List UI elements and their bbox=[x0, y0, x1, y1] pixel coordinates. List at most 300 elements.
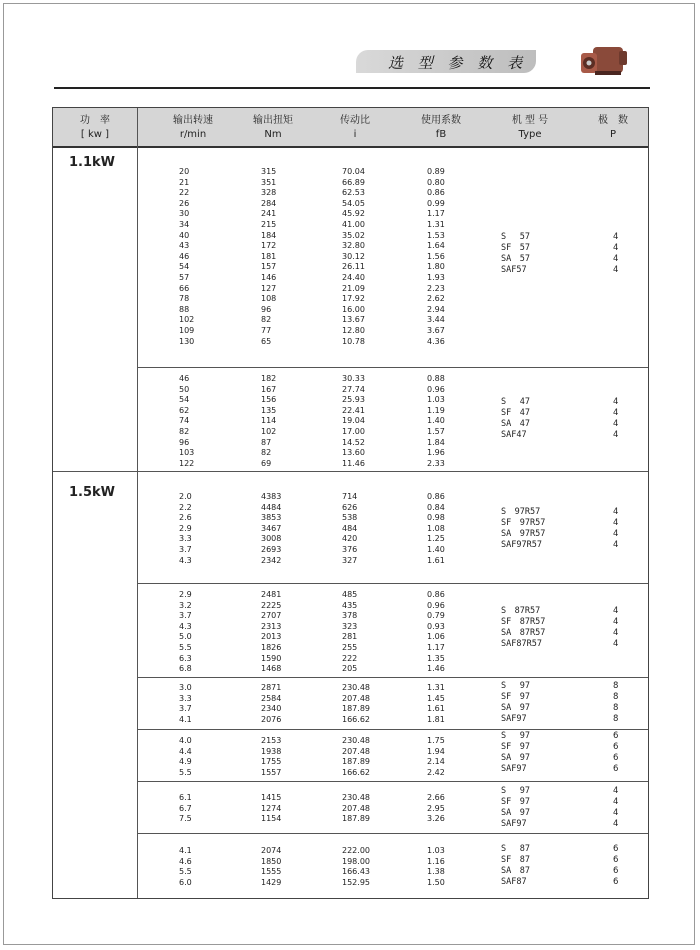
ratio-cell: 255 bbox=[342, 643, 358, 652]
table-row bbox=[53, 208, 648, 219]
output-torque-cell: 1468 bbox=[261, 664, 282, 674]
service-factor-cell: 1.64 bbox=[427, 241, 445, 251]
output-torque-cell: 167 bbox=[261, 384, 277, 394]
ratio-cell: 166.62 bbox=[342, 767, 370, 777]
service-factor-cell: 2.14 bbox=[427, 757, 445, 767]
ratio-cell: 45.92 bbox=[342, 209, 365, 219]
service-factor-cell: 1.35 bbox=[427, 653, 445, 663]
table-row bbox=[53, 512, 648, 523]
table-row bbox=[53, 261, 648, 272]
output-speed-cell: 20 bbox=[179, 167, 190, 176]
table-row bbox=[53, 589, 648, 600]
output-torque-cell: 2871 bbox=[261, 683, 282, 692]
table-row bbox=[53, 610, 648, 621]
pole-count: 4 bbox=[613, 265, 619, 275]
ratio-cell: 26.11 bbox=[342, 262, 365, 272]
ratio-cell: 35.02 bbox=[342, 230, 365, 240]
service-factor-cell: 0.88 bbox=[427, 374, 445, 383]
ratio-cell: 222 bbox=[342, 653, 358, 663]
header-factor-label: 使用系数 bbox=[421, 115, 461, 126]
service-factor-cell: 1.75 bbox=[427, 736, 445, 745]
output-torque-cell: 2342 bbox=[261, 555, 282, 565]
ratio-cell: 435 bbox=[342, 600, 358, 610]
ratio-cell: 17.00 bbox=[342, 427, 365, 436]
output-torque-cell: 2340 bbox=[261, 704, 282, 714]
output-torque-cell: 82 bbox=[261, 448, 272, 458]
output-torque-cell: 157 bbox=[261, 262, 277, 272]
service-factor-cell: 1.45 bbox=[427, 693, 445, 703]
power-rating: 1.5kW bbox=[69, 485, 116, 500]
output-speed-cell: 2.9 bbox=[179, 523, 192, 533]
table-row bbox=[53, 373, 648, 384]
output-torque-cell: 4383 bbox=[261, 492, 282, 501]
header-speed-unit: r/min bbox=[179, 129, 207, 140]
table-row bbox=[53, 544, 648, 555]
model-type: SAF97 bbox=[501, 819, 527, 829]
output-speed-cell: 130 bbox=[179, 336, 195, 346]
output-torque-cell: 181 bbox=[261, 251, 277, 261]
table-row bbox=[53, 336, 648, 347]
output-torque-cell: 2584 bbox=[261, 693, 282, 703]
ratio-cell: 714 bbox=[342, 492, 358, 501]
output-speed-cell: 6.7 bbox=[179, 803, 192, 813]
ratio-cell: 19.04 bbox=[342, 416, 365, 426]
output-speed-cell: 4.3 bbox=[179, 621, 192, 631]
ratio-cell: 626 bbox=[342, 502, 358, 512]
output-speed-cell: 26 bbox=[179, 198, 190, 208]
table-row bbox=[53, 621, 648, 632]
pole-count: 6 bbox=[613, 753, 619, 763]
service-factor-cell: 3.67 bbox=[427, 326, 445, 335]
output-torque-cell: 2693 bbox=[261, 545, 282, 554]
output-speed-cell: 6.1 bbox=[179, 793, 192, 802]
output-speed-cell: 4.1 bbox=[179, 714, 192, 724]
pole-count: 4 bbox=[613, 529, 619, 539]
output-torque-cell: 2013 bbox=[261, 632, 282, 642]
service-factor-cell: 1.17 bbox=[427, 209, 445, 219]
service-factor-cell: 3.26 bbox=[427, 814, 445, 824]
output-speed-cell: 66 bbox=[179, 283, 190, 293]
service-factor-cell: 2.23 bbox=[427, 283, 445, 293]
model-type: SA 97 bbox=[501, 808, 530, 818]
pole-count: 6 bbox=[613, 731, 619, 741]
ratio-cell: 420 bbox=[342, 534, 358, 544]
output-speed-cell: 30 bbox=[179, 209, 190, 219]
header-ratio-label: 传动比 bbox=[340, 115, 370, 126]
table-row bbox=[53, 304, 648, 315]
service-factor-cell: 0.96 bbox=[427, 600, 445, 610]
header-type bbox=[485, 114, 575, 142]
service-factor-cell: 0.86 bbox=[427, 492, 445, 501]
ratio-cell: 25.93 bbox=[342, 395, 365, 405]
header-service-factor bbox=[401, 114, 481, 142]
output-torque-cell: 1590 bbox=[261, 653, 282, 663]
output-torque-cell: 1938 bbox=[261, 746, 282, 756]
pole-count: 4 bbox=[613, 430, 619, 440]
ratio-cell: 327 bbox=[342, 555, 358, 565]
table-header bbox=[53, 108, 648, 148]
output-speed-cell: 102 bbox=[179, 315, 195, 325]
output-speed-cell: 4.3 bbox=[179, 555, 192, 565]
model-type: SAF97 bbox=[501, 714, 527, 724]
output-speed-cell: 54 bbox=[179, 262, 190, 272]
ratio-cell: 187.89 bbox=[342, 704, 370, 714]
pole-count: 4 bbox=[613, 639, 619, 649]
table-row bbox=[53, 555, 648, 566]
output-speed-cell: 50 bbox=[179, 384, 190, 394]
output-torque-cell: 96 bbox=[261, 304, 272, 314]
output-torque-cell: 1429 bbox=[261, 877, 282, 887]
ratio-cell: 484 bbox=[342, 523, 358, 533]
output-speed-cell: 88 bbox=[179, 304, 190, 314]
service-factor-cell: 4.36 bbox=[427, 336, 445, 346]
service-factor-cell: 0.84 bbox=[427, 502, 445, 512]
output-speed-cell: 3.3 bbox=[179, 693, 192, 703]
output-speed-cell: 21 bbox=[179, 177, 190, 187]
ratio-cell: 54.05 bbox=[342, 198, 365, 208]
table-row bbox=[53, 866, 648, 877]
service-factor-cell: 2.66 bbox=[427, 793, 445, 802]
ratio-cell: 230.48 bbox=[342, 736, 370, 745]
pole-count: 4 bbox=[613, 819, 619, 829]
output-torque-cell: 3008 bbox=[261, 534, 282, 544]
service-factor-cell: 1.38 bbox=[427, 867, 445, 877]
output-speed-cell: 3.7 bbox=[179, 704, 192, 714]
pole-count: 4 bbox=[613, 254, 619, 264]
service-factor-cell: 1.56 bbox=[427, 251, 445, 261]
service-factor-cell: 1.57 bbox=[427, 427, 445, 436]
model-type: SF 57 bbox=[501, 243, 530, 253]
service-factor-cell: 1.94 bbox=[427, 746, 445, 756]
service-factor-cell: 2.33 bbox=[427, 458, 445, 468]
model-type: SF 87R57 bbox=[501, 617, 546, 627]
output-speed-cell: 4.4 bbox=[179, 746, 192, 756]
table-row bbox=[53, 314, 648, 325]
table-row bbox=[53, 426, 648, 437]
header-speed bbox=[153, 114, 233, 142]
model-type: SF 47 bbox=[501, 408, 530, 418]
output-speed-cell: 5.5 bbox=[179, 643, 192, 652]
output-speed-cell: 43 bbox=[179, 241, 190, 251]
pole-count: 4 bbox=[613, 540, 619, 550]
header-type-unit: Type bbox=[518, 129, 542, 140]
ratio-cell: 14.52 bbox=[342, 437, 365, 447]
model-type: SA 97R57 bbox=[501, 529, 546, 539]
ratio-cell: 222.00 bbox=[342, 846, 370, 855]
table-row bbox=[53, 803, 648, 814]
table-row bbox=[53, 877, 648, 888]
output-speed-cell: 57 bbox=[179, 273, 190, 282]
service-factor-cell: 0.93 bbox=[427, 621, 445, 631]
service-factor-cell: 1.80 bbox=[427, 262, 445, 272]
output-torque-cell: 182 bbox=[261, 374, 277, 383]
group-divider bbox=[137, 833, 648, 834]
model-type: SA 57 bbox=[501, 254, 530, 264]
output-speed-cell: 46 bbox=[179, 251, 190, 261]
table-row bbox=[53, 631, 648, 642]
table-row bbox=[53, 523, 648, 534]
table-row bbox=[53, 653, 648, 664]
ratio-cell: 230.48 bbox=[342, 793, 370, 802]
power-rating: 1.1kW bbox=[69, 155, 116, 170]
output-speed-cell: 122 bbox=[179, 458, 195, 468]
model-type: SA 87 bbox=[501, 866, 530, 876]
ratio-cell: 70.04 bbox=[342, 167, 365, 176]
table-row bbox=[53, 845, 648, 856]
table-row bbox=[53, 293, 648, 304]
table-row bbox=[53, 437, 648, 448]
model-type: SF 87 bbox=[501, 855, 530, 865]
service-factor-cell: 1.61 bbox=[427, 555, 445, 565]
table-row bbox=[53, 533, 648, 544]
table-row bbox=[53, 792, 648, 803]
service-factor-cell: 1.25 bbox=[427, 534, 445, 544]
ratio-cell: 13.60 bbox=[342, 448, 365, 458]
output-speed-cell: 3.0 bbox=[179, 683, 192, 692]
table-row bbox=[53, 682, 648, 693]
service-factor-cell: 1.84 bbox=[427, 437, 445, 447]
pole-count: 4 bbox=[613, 507, 619, 517]
output-torque-cell: 2481 bbox=[261, 590, 282, 599]
output-torque-cell: 108 bbox=[261, 294, 277, 304]
service-factor-cell: 1.93 bbox=[427, 273, 445, 282]
ratio-cell: 10.78 bbox=[342, 336, 365, 346]
output-torque-cell: 1826 bbox=[261, 643, 282, 652]
table-row bbox=[53, 177, 648, 188]
output-speed-cell: 5.0 bbox=[179, 632, 192, 642]
service-factor-cell: 1.08 bbox=[427, 523, 445, 533]
header-power-label: 功 率 bbox=[80, 115, 110, 126]
output-torque-cell: 3467 bbox=[261, 523, 282, 533]
ratio-cell: 187.89 bbox=[342, 814, 370, 824]
ratio-cell: 11.46 bbox=[342, 458, 365, 468]
service-factor-cell: 1.81 bbox=[427, 714, 445, 724]
pole-count: 4 bbox=[613, 797, 619, 807]
group-divider bbox=[137, 729, 648, 730]
service-factor-cell: 1.53 bbox=[427, 230, 445, 240]
output-torque-cell: 114 bbox=[261, 416, 277, 426]
service-factor-cell: 1.17 bbox=[427, 643, 445, 652]
output-speed-cell: 4.0 bbox=[179, 736, 192, 745]
table-row bbox=[53, 394, 648, 405]
model-type: SA 47 bbox=[501, 419, 530, 429]
service-factor-cell: 1.96 bbox=[427, 448, 445, 458]
table-row bbox=[53, 767, 648, 778]
table-row bbox=[53, 283, 648, 294]
model-type: S 57 bbox=[501, 232, 530, 242]
output-torque-cell: 3853 bbox=[261, 513, 282, 523]
output-speed-cell: 2.2 bbox=[179, 502, 192, 512]
page-title: 选 型 参 数 表 bbox=[388, 54, 528, 72]
output-speed-cell: 3.2 bbox=[179, 600, 192, 610]
output-speed-cell: 54 bbox=[179, 395, 190, 405]
model-type: SA 97 bbox=[501, 703, 530, 713]
output-speed-cell: 62 bbox=[179, 405, 190, 415]
ratio-cell: 207.48 bbox=[342, 746, 370, 756]
model-type: SAF57 bbox=[501, 265, 527, 275]
output-speed-cell: 78 bbox=[179, 294, 190, 304]
output-torque-cell: 184 bbox=[261, 230, 277, 240]
output-speed-cell: 74 bbox=[179, 416, 190, 426]
output-speed-cell: 82 bbox=[179, 427, 190, 436]
table-row bbox=[53, 405, 648, 416]
table-row bbox=[53, 198, 648, 209]
header-poles bbox=[583, 114, 643, 142]
table-row bbox=[53, 663, 648, 674]
service-factor-cell: 1.16 bbox=[427, 856, 445, 866]
table-row bbox=[53, 447, 648, 458]
group-divider bbox=[137, 367, 648, 368]
service-factor-cell: 1.40 bbox=[427, 416, 445, 426]
output-speed-cell: 3.7 bbox=[179, 545, 192, 554]
output-speed-cell: 46 bbox=[179, 374, 190, 383]
service-factor-cell: 2.62 bbox=[427, 294, 445, 304]
pole-count: 6 bbox=[613, 844, 619, 854]
pole-count: 4 bbox=[613, 243, 619, 253]
output-torque-cell: 1755 bbox=[261, 757, 282, 767]
table-row bbox=[53, 693, 648, 704]
output-torque-cell: 315 bbox=[261, 167, 277, 176]
ratio-cell: 66.89 bbox=[342, 177, 365, 187]
ratio-cell: 485 bbox=[342, 590, 358, 599]
pole-count: 6 bbox=[613, 877, 619, 887]
model-type: SA 87R57 bbox=[501, 628, 546, 638]
ratio-cell: 207.48 bbox=[342, 803, 370, 813]
header-power-unit: [ kw ] bbox=[80, 129, 110, 140]
output-torque-cell: 284 bbox=[261, 198, 277, 208]
model-type: S 87R57 bbox=[501, 606, 541, 616]
pole-count: 8 bbox=[613, 714, 619, 724]
service-factor-cell: 2.42 bbox=[427, 767, 445, 777]
output-torque-cell: 1557 bbox=[261, 767, 282, 777]
output-speed-cell: 5.5 bbox=[179, 767, 192, 777]
table-row bbox=[53, 502, 648, 513]
pole-count: 4 bbox=[613, 617, 619, 627]
pole-count: 4 bbox=[613, 786, 619, 796]
output-torque-cell: 69 bbox=[261, 458, 272, 468]
ratio-cell: 13.67 bbox=[342, 315, 365, 325]
service-factor-cell: 1.31 bbox=[427, 220, 445, 229]
model-type: S 97 bbox=[501, 681, 530, 691]
group-divider bbox=[137, 583, 648, 584]
output-torque-cell: 1274 bbox=[261, 803, 282, 813]
output-torque-cell: 2313 bbox=[261, 621, 282, 631]
output-speed-cell: 22 bbox=[179, 188, 190, 198]
header-torque-label: 输出扭矩 bbox=[253, 115, 293, 126]
output-speed-cell: 4.1 bbox=[179, 846, 192, 855]
table-row bbox=[53, 219, 648, 230]
ratio-cell: 166.62 bbox=[342, 714, 370, 724]
output-torque-cell: 4484 bbox=[261, 502, 282, 512]
table-row bbox=[53, 272, 648, 283]
header-ratio-unit: i bbox=[353, 129, 357, 140]
service-factor-cell: 0.96 bbox=[427, 384, 445, 394]
ratio-cell: 22.41 bbox=[342, 405, 365, 415]
table-row bbox=[53, 856, 648, 867]
model-type: S 87 bbox=[501, 844, 530, 854]
pole-count: 8 bbox=[613, 681, 619, 691]
model-type: SF 97 bbox=[501, 797, 530, 807]
table-row bbox=[53, 384, 648, 395]
pole-count: 4 bbox=[613, 808, 619, 818]
output-torque-cell: 127 bbox=[261, 283, 277, 293]
output-torque-cell: 77 bbox=[261, 326, 272, 335]
output-torque-cell: 241 bbox=[261, 209, 277, 219]
output-torque-cell: 82 bbox=[261, 315, 272, 325]
pole-count: 4 bbox=[613, 518, 619, 528]
table-row bbox=[53, 415, 648, 426]
pole-count: 4 bbox=[613, 419, 619, 429]
group-divider bbox=[137, 677, 648, 678]
service-factor-cell: 1.40 bbox=[427, 545, 445, 554]
ratio-cell: 323 bbox=[342, 621, 358, 631]
output-speed-cell: 40 bbox=[179, 230, 190, 240]
pole-count: 4 bbox=[613, 606, 619, 616]
ratio-cell: 152.95 bbox=[342, 877, 370, 887]
table-row bbox=[53, 166, 648, 177]
output-torque-cell: 1415 bbox=[261, 793, 282, 802]
ratio-cell: 207.48 bbox=[342, 693, 370, 703]
table-row bbox=[53, 230, 648, 241]
service-factor-cell: 1.46 bbox=[427, 664, 445, 674]
header-torque bbox=[233, 114, 313, 142]
model-type: S 97 bbox=[501, 786, 530, 796]
model-type: S 97 bbox=[501, 731, 530, 741]
table-row bbox=[53, 756, 648, 767]
ratio-cell: 187.89 bbox=[342, 757, 370, 767]
output-torque-cell: 102 bbox=[261, 427, 277, 436]
service-factor-cell: 0.99 bbox=[427, 198, 445, 208]
model-type: SF 97 bbox=[501, 742, 530, 752]
output-torque-cell: 1154 bbox=[261, 814, 282, 824]
model-type: S 97R57 bbox=[501, 507, 541, 517]
output-torque-cell: 146 bbox=[261, 273, 277, 282]
header-rule bbox=[54, 87, 650, 89]
model-type: SAF97R57 bbox=[501, 540, 542, 550]
service-factor-cell: 0.86 bbox=[427, 188, 445, 198]
output-speed-cell: 6.3 bbox=[179, 653, 192, 663]
model-type: SA 97 bbox=[501, 753, 530, 763]
output-torque-cell: 328 bbox=[261, 188, 277, 198]
table-row bbox=[53, 491, 648, 502]
header-ratio bbox=[315, 114, 395, 142]
model-type: SAF87R57 bbox=[501, 639, 542, 649]
service-factor-cell: 1.06 bbox=[427, 632, 445, 642]
pole-count: 6 bbox=[613, 764, 619, 774]
ratio-cell: 376 bbox=[342, 545, 358, 554]
model-type: SAF47 bbox=[501, 430, 527, 440]
output-torque-cell: 156 bbox=[261, 395, 277, 405]
header-power bbox=[53, 114, 137, 142]
service-factor-cell: 2.94 bbox=[427, 304, 445, 314]
service-factor-cell: 1.50 bbox=[427, 877, 445, 887]
output-speed-cell: 4.6 bbox=[179, 856, 192, 866]
output-torque-cell: 1555 bbox=[261, 867, 282, 877]
model-type: SAF87 bbox=[501, 877, 527, 887]
pole-count: 8 bbox=[613, 692, 619, 702]
model-type: SF 97 bbox=[501, 692, 530, 702]
output-torque-cell: 87 bbox=[261, 437, 272, 447]
pole-count: 8 bbox=[613, 703, 619, 713]
service-factor-cell: 3.44 bbox=[427, 315, 445, 325]
output-torque-cell: 215 bbox=[261, 220, 277, 229]
service-factor-cell: 1.03 bbox=[427, 395, 445, 405]
selection-table bbox=[52, 107, 649, 899]
table-row bbox=[53, 325, 648, 336]
group-divider bbox=[137, 781, 648, 782]
header-torque-unit: Nm bbox=[264, 129, 282, 140]
header-poles-unit: P bbox=[609, 129, 617, 140]
